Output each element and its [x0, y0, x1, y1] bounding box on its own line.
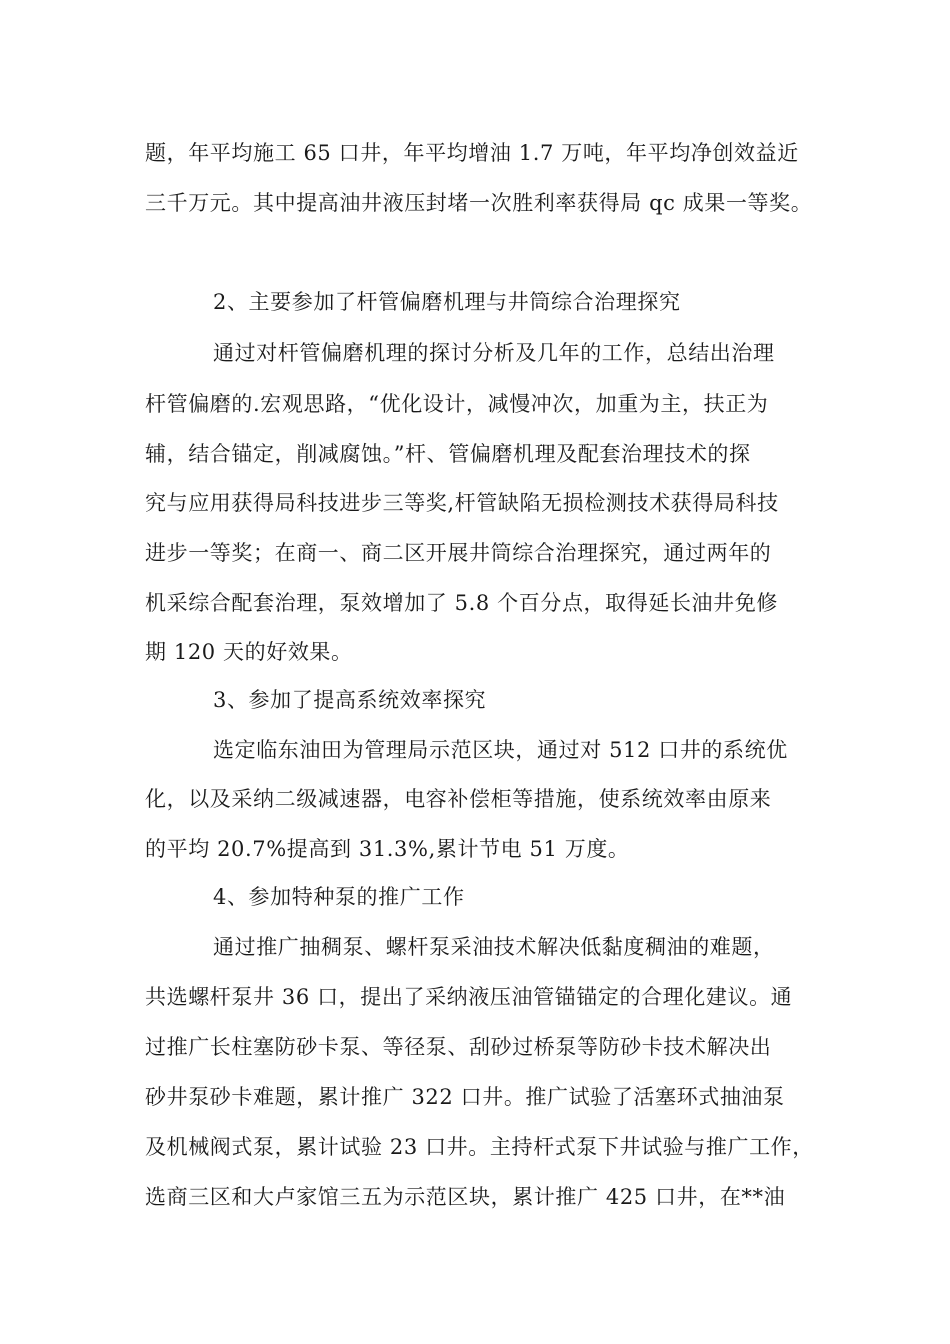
body-text-line: 题，年平均施工 65 口井，年平均增油 1.7 万吨，年平均净创效益近: [145, 141, 799, 165]
body-text-line: 共选螺杆泵井 36 口，提出了采纳液压油管锚锚定的合理化建议。通: [145, 985, 793, 1009]
section-heading-2: 2、主要参加了杆管偏磨机理与井筒综合治理探究: [213, 290, 681, 314]
body-text-line: 选商三区和大卢家馆三五为示范区块，累计推广 425 口井，在**油: [145, 1185, 786, 1209]
section-heading-4: 4、参加特种泵的推广工作: [213, 885, 465, 909]
body-text-line: 砂井泵砂卡难题，累计推广 322 口井。推广试验了活塞环式抽油泵: [145, 1085, 785, 1109]
body-text-line: 过推广长柱塞防砂卡泵、等径泵、刮砂过桥泵等防砂卡技术解决出: [145, 1035, 772, 1059]
paragraph-first-line: 通过推广抽稠泵、螺杆泵采油技术解决低黏度稠油的难题，: [213, 935, 775, 959]
body-text-line: 机采综合配套治理，泵效增加了 5.8 个百分点，取得延长油井免修: [145, 591, 778, 615]
body-text-line: 化，以及采纳二级减速器，电容补偿柜等措施，使系统效率由原来: [145, 787, 772, 811]
body-text-line: 进步一等奖；在商一、商二区开展井筒综合治理探究，通过两年的: [145, 541, 772, 565]
body-text-line: 三千万元。其中提高油井液压封堵一次胜利率获得局 qc 成果一等奖。: [145, 191, 813, 215]
body-text-line: 杆管偏磨的.宏观思路，“优化设计，减慢冲次，加重为主，扶正为: [145, 392, 769, 416]
paragraph-first-line: 选定临东油田为管理局示范区块，通过对 512 口井的系统优: [213, 738, 788, 762]
body-text-line: 及机械阀式泵，累计试验 23 口井。主持杆式泵下井试验与推广工作，: [145, 1135, 814, 1159]
section-heading-3: 3、参加了提高系统效率探究: [213, 688, 487, 712]
body-text-line: 究与应用获得局科技进步三等奖,杆管缺陷无损检测技术获得局科技: [145, 491, 779, 515]
body-text-line: 的平均 20.7%提高到 31.3%,累计节电 51 万度。: [145, 837, 630, 861]
body-text-line: 期 120 天的好效果。: [145, 640, 353, 664]
body-text-line: 辅，结合锚定，削减腐蚀。”杆、管偏磨机理及配套治理技术的探: [145, 442, 751, 466]
paragraph-first-line: 通过对杆管偏磨机理的探讨分析及几年的工作，总结出治理: [213, 341, 775, 365]
